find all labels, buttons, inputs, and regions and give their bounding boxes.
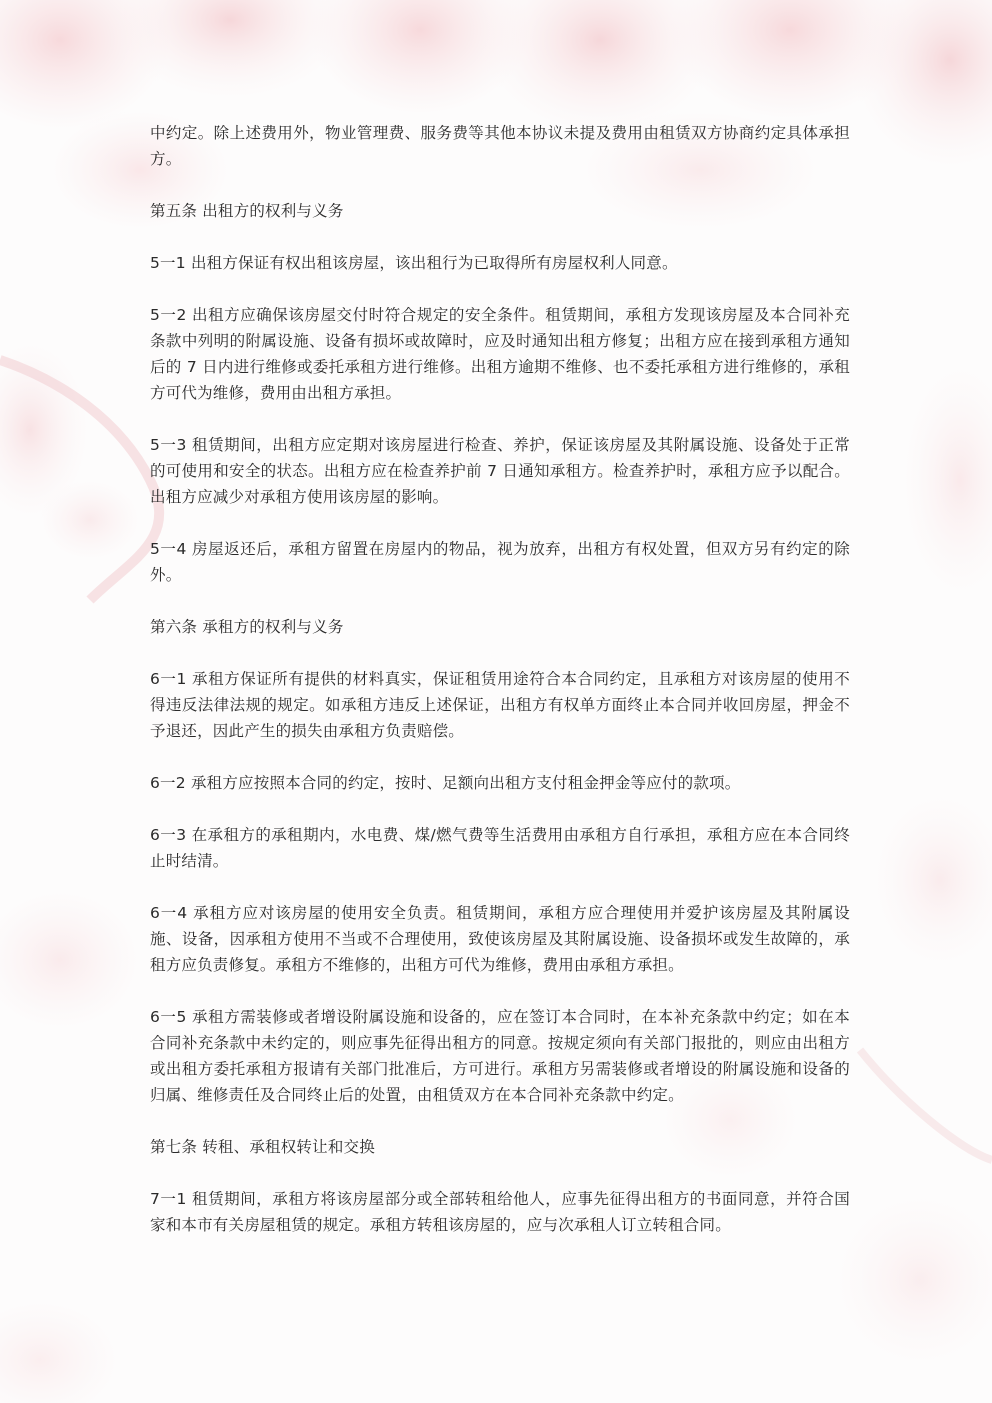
paragraph-continuation: 中约定。除上述费用外，物业管理费、服务费等其他本协议未提及费用由租赁双方协商约定具体承担方。 [150, 124, 850, 168]
clause-6-2: 6一2 承租方应按照本合同的约定，按时、足额向出租方支付租金押金等应付的款项。 [150, 774, 741, 792]
section-heading-7: 第七条 转租、承租权转让和交换 [150, 1138, 375, 1156]
clause-6-4: 6一4 承租方应对该房屋的使用安全负责。租赁期间，承租方应合理使用并爱护该房屋及其附属设施、设备，因承租方使用不当或不合理使用，致使该房屋及其附属设施、设备损坏或发生故障的，承租方应负责修复。承租方不维修的，出租方可代为维修，费用由承租方承担。 [150, 904, 850, 974]
section-heading-5: 第五条 出租方的权利与义务 [150, 202, 344, 220]
clause-5-4: 5一4 房屋返还后，承租方留置在房屋内的物品，视为放弃，出租方有权处置，但双方另有约定的除外。 [150, 540, 850, 584]
clause-6-5: 6一5 承租方需装修或者增设附属设施和设备的，应在签订本合同时，在本补充条款中约定；如在本合同补充条款中未约定的，则应事先征得出租方的同意。按规定须向有关部门报批的，则应由出租方或出租方委托承租方报请有关部门批准后，方可进行。承租方另需装修或者增设的附属设施和设备的归属、维修责任及合同终止后的处置，由租赁双方在本合同补充条款中约定。 [150, 1008, 850, 1104]
clause-6-1: 6一1 承租方保证所有提供的材料真实，保证租赁用途符合本合同约定，且承租方对该房屋的使用不得违反法律法规的规定。如承租方违反上述保证，出租方有权单方面终止本合同并收回房屋，押金不予退还，因此产生的损失由承租方负责赔偿。 [150, 670, 850, 740]
clause-5-2: 5一2 出租方应确保该房屋交付时符合规定的安全条件。租赁期间，承租方发现该房屋及本合同补充条款中列明的附属设施、设备有损坏或故障时，应及时通知出租方修复；出租方应在接到承租方通知后的 7 日内进行维修或委托承租方进行维修。出租方逾期不维修、也不委托承租方进行维修的，承租方可代为维修，费用由出租方承担。 [150, 306, 850, 402]
clause-5-3: 5一3 租赁期间，出租方应定期对该房屋进行检查、养护，保证该房屋及其附属设施、设备处于正常的可使用和安全的状态。出租方应在检查养护前 7 日通知承租方。检查养护时，承租方应予以配合。出租方应减少对承租方使用该房屋的影响。 [150, 436, 850, 506]
clause-5-1: 5一1 出租方保证有权出租该房屋，该出租行为已取得所有房屋权利人同意。 [150, 254, 678, 272]
section-heading-6: 第六条 承租方的权利与义务 [150, 618, 344, 636]
clause-6-3: 6一3 在承租方的承租期内，水电费、煤/燃气费等生活费用由承租方自行承担，承租方应在本合同终止时结清。 [150, 826, 850, 870]
document-page [150, 120, 850, 1264]
clause-7-1: 7一1 租赁期间，承租方将该房屋部分或全部转租给他人，应事先征得出租方的书面同意，并符合国家和本市有关房屋租赁的规定。承租方转租该房屋的，应与次承租人订立转租合同。 [150, 1190, 850, 1234]
